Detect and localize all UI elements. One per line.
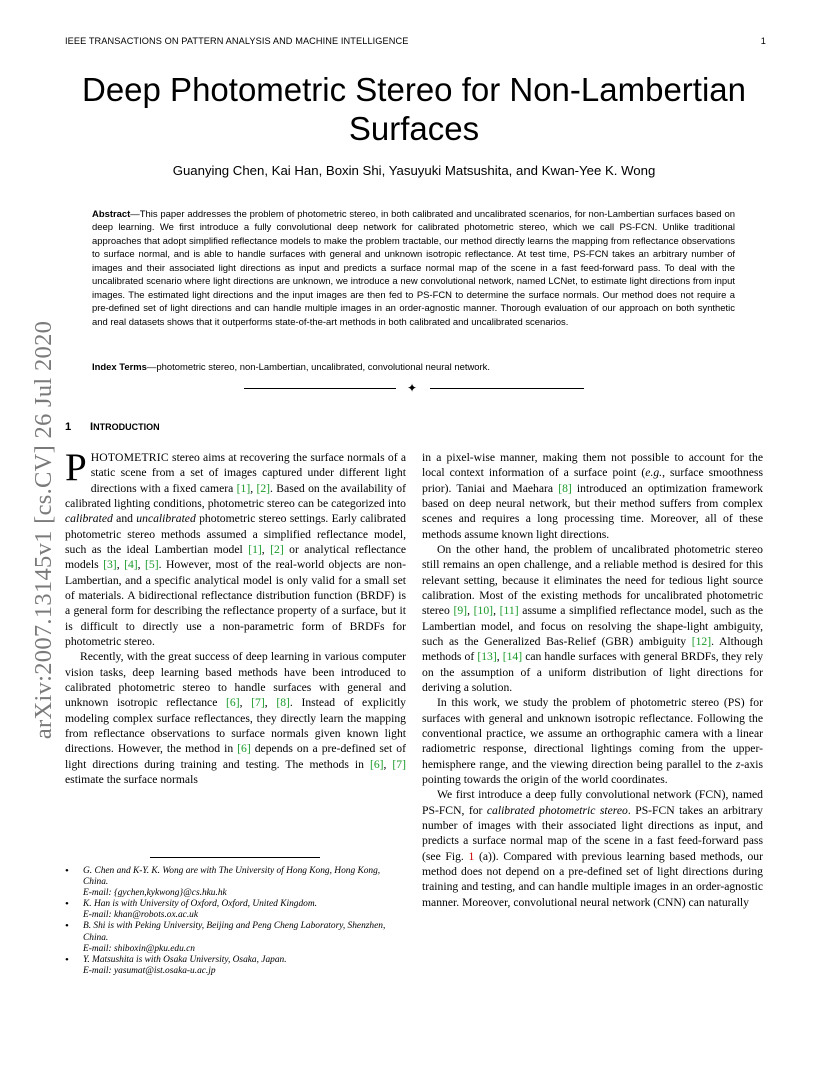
- citation-link[interactable]: [6]: [369, 757, 384, 771]
- citation-link[interactable]: [10]: [473, 604, 494, 618]
- author-list: Guanying Chen, Kai Han, Boxin Shi, Yasuyuki Matsushita, and Kwan-Yee K. Wong: [172, 163, 656, 178]
- footnote-item: • K. Han is with University of Oxford, Oxford, United Kingdom. E-mail: khan@robots.ox.ac.uk: [65, 899, 406, 921]
- paragraph: On the other hand, the problem of uncalibrated photometric stereo still remains an open challenge, and a reliable method is desired for this relevant setting, because it eliminates the need for tedious light source calibration. Most of the existing methods for uncalibrated photometric stereo [9], [10], [11] assume a simplified reflectance model, such as the Lambertian model, and focus on resolving the shape-light ambiguity, such as the Generalized Bas-Relief (GBR) ambiguity [12]. Although methods of [13], [14] can handle surfaces with general BRDFs, they rely on the assumption of a uniform distribution of light directions for deriving a solution.: [422, 542, 764, 694]
- drop-cap: P: [65, 446, 87, 489]
- section-title-initial: I: [90, 421, 94, 433]
- section-number: 1: [65, 421, 72, 433]
- abstract: [92, 208, 735, 329]
- section-heading: [65, 421, 160, 433]
- citation-link[interactable]: [14]: [502, 650, 523, 664]
- citation-link[interactable]: [5]: [145, 558, 159, 572]
- citation-link[interactable]: [9]: [453, 604, 468, 618]
- index-terms-label: Index Terms: [92, 362, 147, 373]
- footnote-rule: [150, 857, 320, 858]
- running-header: [65, 36, 766, 50]
- figure-link[interactable]: 1: [468, 849, 475, 863]
- citation-link[interactable]: [11]: [499, 604, 519, 618]
- footnote-item: • G. Chen and K-Y. K. Wong are with The University of Hong Kong, Hong Kong, China. E-mail: {gychen,kykwong}@cs.hku.hk: [65, 866, 406, 899]
- title-line-2: Surfaces: [348, 110, 480, 147]
- paragraph: in a pixel-wise manner, making them not possible to account for the local context information of a surface point (e.g., surface smoothness prior). Taniai and Maehara [8] introduced an optimization framework based on deep neural network, but their method suffers from complex scenes and requires a long processing time. Moreover, all of these methods assume known light directions.: [422, 451, 763, 541]
- section-title-rest: NTRODUCTION: [93, 422, 160, 432]
- citation-link[interactable]: [1]: [248, 542, 262, 556]
- affiliation-footnotes: [65, 866, 406, 977]
- email-address: E-mail: khan@robots.ox.ac.uk: [83, 910, 199, 921]
- abstract-label: Abstract: [92, 209, 131, 220]
- paper-title: [80, 70, 748, 148]
- divider-ornament-icon: ✦: [407, 381, 418, 395]
- email-address: E-mail: yasumat@ist.osaka-u.ac.jp: [83, 965, 216, 976]
- paragraph: In this work, we study the problem of photometric stereo (PS) for surfaces with general and unknown isotropic reflectance. Following the conventional practice, we assume an orthographic camera with a linear radiometric response, directional lightings coming from the upper-hemisphere range, and the viewing direction being parallel to the z-axis pointing towards the origin of the world coordinates.: [422, 696, 763, 786]
- citation-link[interactable]: [7]: [251, 696, 265, 710]
- index-terms-text: —photometric stereo, non-Lambertian, uncalibrated, convolutional neural network.: [146, 362, 490, 373]
- journal-name: IEEE TRANSACTIONS ON PATTERN ANALYSIS AND MACHINE INTELLIGENCE: [65, 36, 409, 46]
- citation-link[interactable]: [6]: [226, 696, 240, 710]
- citation-link[interactable]: [6]: [237, 742, 251, 756]
- citation-link[interactable]: [3]: [103, 558, 117, 572]
- citation-link[interactable]: [2]: [256, 481, 271, 495]
- citation-link[interactable]: [12]: [691, 634, 712, 648]
- email-address: E-mail: {gychen,kykwong}@cs.hku.hk: [83, 888, 227, 899]
- divider-right: [430, 388, 584, 389]
- citation-link[interactable]: [8]: [558, 481, 572, 495]
- title-line-1: Deep Photometric Stereo for Non-Lambertian: [82, 71, 746, 108]
- citation-link[interactable]: [13]: [477, 650, 497, 664]
- citation-link[interactable]: [7]: [392, 757, 406, 771]
- arxiv-stamp: arXiv:2007.13145v1 [cs.CV] 26 Jul 2020: [30, 320, 57, 740]
- divider-left: [244, 388, 396, 389]
- abstract-text: —This paper addresses the problem of photometric stereo, in both calibrated and uncalibrated scenarios, for non-Lambertian surfaces based on deep learning. We first introduce a fully convolutional deep network for calibrated photometric stereo, which we call PS-FCN. Unlike traditional approaches that adopt simplified reflectance models to make the problem tractable, our method directly learns the mapping from reflectance observations to surface normal, and is able to handle surfaces with general and unknown isotropic reflectance. At test time, PS-FCN takes an arbitrary number of images and their associated light directions as input and predicts a surface normal map of the scene in a fast feed-forward pass. To deal with the uncalibrated scenario where light directions are unknown, we introduce a new convolutional network, named LCNet, to estimate light directions from input images. The estimated light directions and the input images are then fed to PS-FCN to determine the surface normals. Our method does not require a pre-defined set of light directions and can handle multiple images in an order-agnostic manner. Thorough evaluation of our approach on both synthetic and real datasets shows that it outperforms state-of-the-art methods in both calibrated and uncalibrated scenarios.: [92, 209, 735, 328]
- left-column: [65, 446, 406, 787]
- paragraph: We first introduce a deep fully convolutional network (FCN), named PS-FCN, for calibrated photometric stereo. PS-FCN takes an arbitrary number of images with their associated light directions as input, and predicts a surface normal map of the scene in a fast feed-forward pass (see Fig. 1 (a)). Compared with previous learning based methods, our method does not depend on a pre-defined set of light directions during training and testing, and can handle multiple images in an order-agnostic manner. Moreover, convolutional neural network (CNN) can naturally: [422, 788, 764, 909]
- footnote-item: • Y. Matsushita is with Osaka University, Osaka, Japan. E-mail: yasumat@ist.osaka-u.ac.jp: [65, 955, 406, 977]
- email-address: E-mail: shiboxin@pku.edu.cn: [83, 943, 195, 954]
- footnote-item: • B. Shi is with Peking University, Beijing and Peng Cheng Laboratory, Shenzhen, China. E-mail: shiboxin@pku.edu.cn: [65, 921, 406, 954]
- citation-link[interactable]: [2]: [270, 542, 284, 556]
- page-number: 1: [760, 36, 766, 46]
- citation-link[interactable]: [1]: [236, 481, 251, 495]
- right-column: [422, 450, 763, 910]
- citation-link[interactable]: [8]: [276, 696, 290, 710]
- index-terms: [92, 361, 735, 374]
- paragraph: PHOTOMETRIC stereo aims at recovering the surface normals of a static scene from a set of images captured under different light directions with a fixed camera [1], [2]. Based on the availability of calibrated lighting conditions, photometric stereo can be categorized into calibrated and uncalibrated photometric stereo settings. Early calibrated photometric stereo methods assumed a simplified reflectance model, such as the ideal Lambertian model [1], [2] or analytical reflectance models [3], [4], [5]. However, most of the real-world objects are non-Lambertian, and a specific analytical model is only valid for a small set of materials. A bidirectional reflectance distribution function (BRDF) is a general form for describing the reflectance property of a surface, but it is difficult to directly use a non-parametric form of BRDFs for photometric stereo.: [65, 446, 406, 648]
- paragraph: Recently, with the great success of deep learning in various computer vision tasks, deep learning based methods have been introduced to calibrated photometric stereo to handle surfaces with general and unknown isotropic reflectance [6], [7], [8]. Instead of explicitly modeling complex surface reflectances, they directly learn the mapping from reflectance observations to surface normals given known light directions. However, the method in [6] depends on a pre-defined set of light directions during training and testing. The methods in [6], [7] estimate the surface normals: [65, 650, 406, 786]
- citation-link[interactable]: [4]: [124, 558, 138, 572]
